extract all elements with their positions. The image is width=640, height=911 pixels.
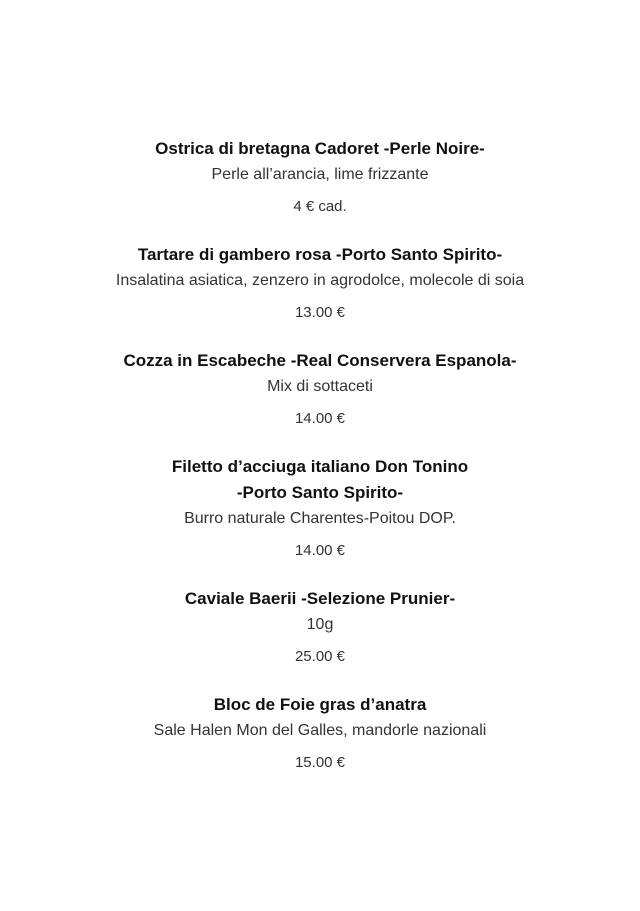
menu-item-title: Bloc de Foie gras d’anatra [213, 695, 427, 714]
menu-item [0, 586, 640, 670]
menu-item-description: Insalatina asiatica, zenzero in agrodolce, molecole di soia [115, 272, 525, 289]
menu-item [0, 348, 640, 432]
menu-item-price: 25.00 € [294, 648, 346, 665]
menu-list [0, 136, 640, 798]
menu-item-title: Caviale Baerii -Selezione Prunier- [184, 589, 456, 608]
menu-item [0, 242, 640, 326]
menu-item-description: Burro naturale Charentes-Poitou DOP. [184, 510, 456, 527]
menu-item-title: Filetto d’acciuga italiano Don Tonino [171, 457, 469, 476]
menu-item-title: Cozza in Escabeche -Real Conservera Espanola- [123, 351, 517, 370]
menu-item-price: 13.00 € [294, 304, 346, 321]
menu-item [0, 136, 640, 220]
menu-item-price: 14.00 € [294, 542, 346, 559]
menu-item-description: 10g [306, 616, 334, 633]
menu-item-title-line-2: -Porto Santo Spirito- [236, 483, 404, 502]
menu-item-description: Mix di sottaceti [267, 378, 373, 395]
menu-item [0, 454, 640, 564]
menu-item-description: Perle all’arancia, lime frizzante [211, 166, 429, 183]
menu-item-description: Sale Halen Mon del Galles, mandorle nazionali [153, 722, 487, 739]
menu-item-title: Ostrica di bretagna Cadoret -Perle Noire- [155, 139, 485, 158]
menu-item-title: Tartare di gambero rosa -Porto Santo Spirito- [137, 245, 503, 264]
menu-item-price: 4 € cad. [293, 198, 347, 215]
menu-item-price: 14.00 € [294, 410, 346, 427]
menu-item [0, 692, 640, 776]
menu-item-price: 15.00 € [294, 754, 346, 771]
